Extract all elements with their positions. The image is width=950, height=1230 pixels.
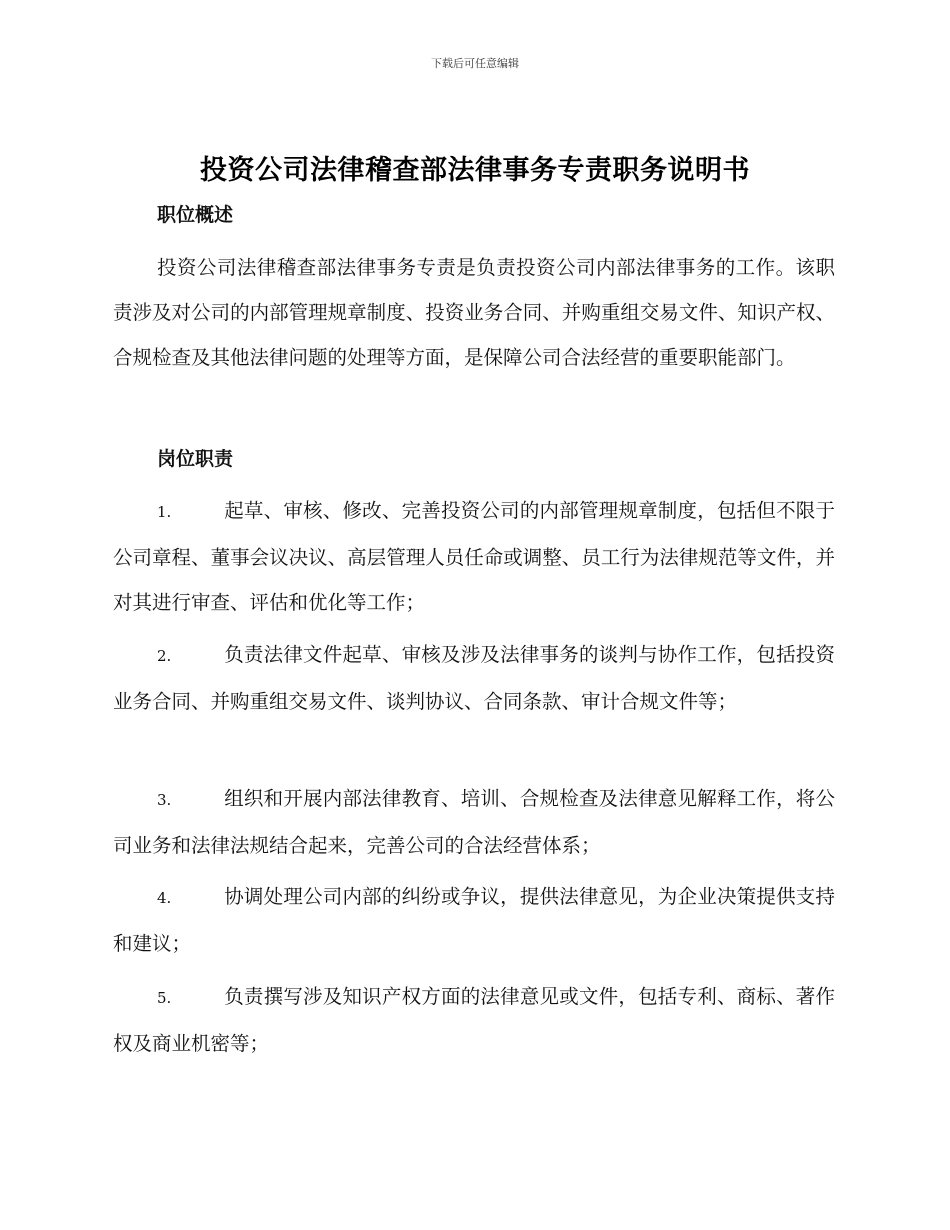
duty-item-number: 3. xyxy=(157,791,172,809)
duty-item-1 xyxy=(113,488,835,625)
section-heading-overview: 职位概述 xyxy=(157,204,234,226)
duty-item-4 xyxy=(113,874,835,966)
duty-item-3 xyxy=(113,776,835,868)
duty-item-text: 起草、审核、修改、完善投资公司的内部管理规章制度，包括但不限于公司章程、董事会议决议、高层管理人员任命或调整、员工行为法律规范等文件，并对其进行审查、评估和优化等工作； xyxy=(113,499,835,614)
duty-item-text: 负责法律文件起草、审核及涉及法律事务的谈判与协作工作，包括投资业务合同、并购重组交易文件、谈判协议、合同条款、审计合规文件等； xyxy=(113,643,835,713)
document-title: 投资公司法律稽查部法律事务专责职务说明书 xyxy=(200,155,750,186)
duty-item-5 xyxy=(113,974,835,1066)
duty-item-number: 1. xyxy=(157,503,172,521)
overview-paragraph: 投资公司法律稽查部法律事务专责是负责投资公司内部法律事务的工作。该职责涉及对公司的内部管理规章制度、投资业务合同、并购重组交易文件、知识产权、合规检查及其他法律问题的处理等方面，是保障公司合法经营的重要职能部门。 xyxy=(113,256,835,369)
section-heading-duties: 岗位职责 xyxy=(157,448,234,470)
duty-item-text: 协调处理公司内部的纠纷或争议，提供法律意见，为企业决策提供支持和建议； xyxy=(113,885,835,955)
duty-item-text: 组织和开展内部法律教育、培训、合规检查及法律意见解释工作，将公司业务和法律法规结合起来，完善公司的合法经营体系； xyxy=(113,787,835,857)
duty-item-number: 2. xyxy=(157,647,172,665)
header-note: 下载后可任意编辑 xyxy=(431,57,519,70)
duty-item-number: 4. xyxy=(157,889,172,907)
duty-item-number: 5. xyxy=(157,989,172,1007)
duty-item-text: 负责撰写涉及知识产权方面的法律意见或文件，包括专利、商标、著作权及商业机密等； xyxy=(113,985,835,1055)
duty-item-2 xyxy=(113,632,835,724)
